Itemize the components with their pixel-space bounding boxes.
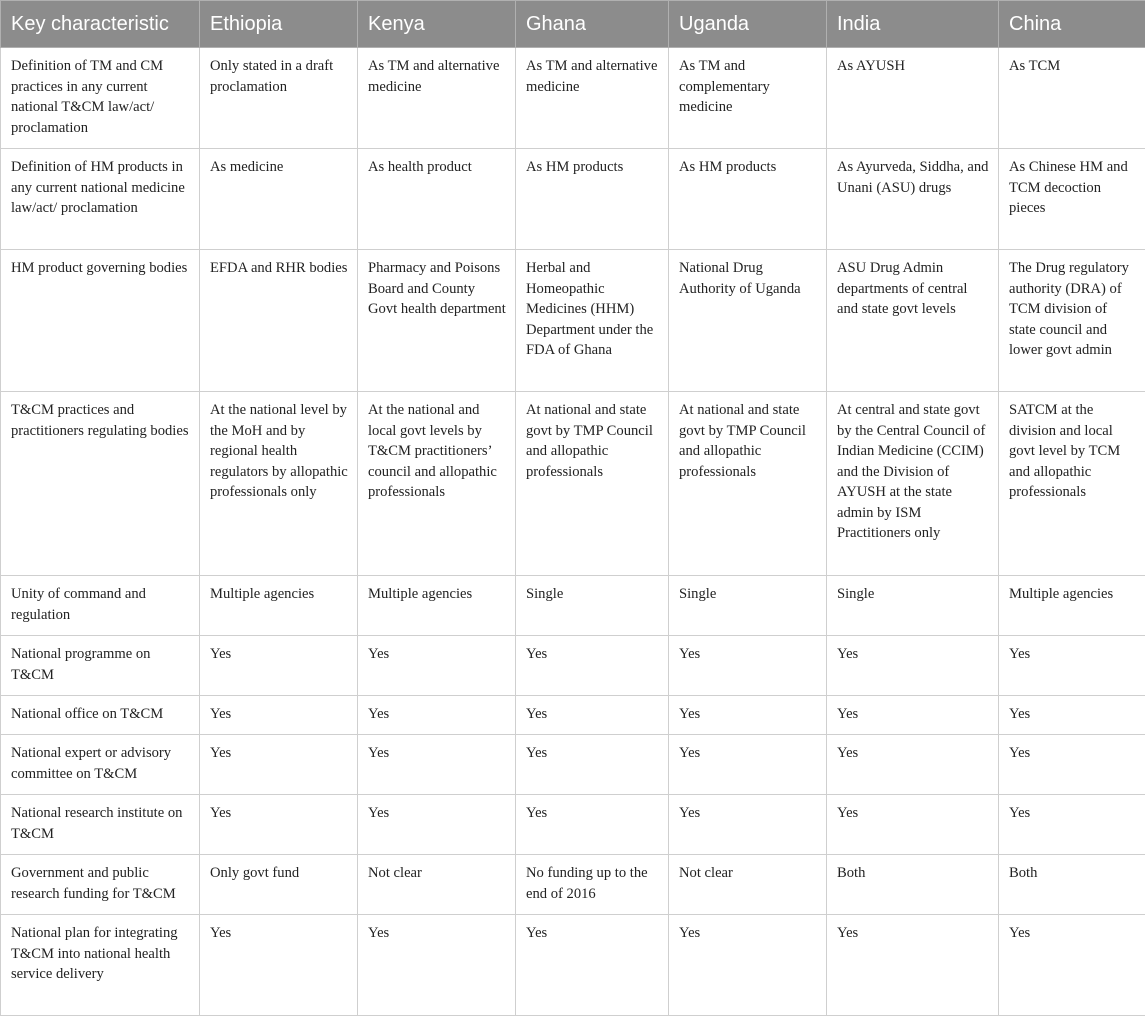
table-cell: Yes xyxy=(669,795,827,855)
table-cell: The Drug regulatory authority (DRA) of TCM division of state council and lower govt admin xyxy=(999,250,1145,392)
row-label-cell: T&CM practices and practitioners regulating bodies xyxy=(1,392,200,576)
table-row xyxy=(1,915,1145,1016)
table-row xyxy=(1,696,1145,735)
header-cell: Kenya xyxy=(358,1,516,48)
row-label-cell: Government and public research funding for T&CM xyxy=(1,855,200,915)
table-row xyxy=(1,636,1145,696)
table-cell: Multiple agencies xyxy=(999,576,1145,636)
table-row xyxy=(1,576,1145,636)
table-cell: Multiple agencies xyxy=(200,576,358,636)
table-body xyxy=(1,48,1145,1016)
table-cell: As AYUSH xyxy=(827,48,999,149)
table-cell: Yes xyxy=(999,915,1145,1016)
table-cell: Yes xyxy=(999,735,1145,795)
table-cell: Yes xyxy=(200,735,358,795)
table-row xyxy=(1,250,1145,392)
table-cell: As TM and alternative medicine xyxy=(358,48,516,149)
table-cell: Yes xyxy=(516,735,669,795)
table-cell: Not clear xyxy=(669,855,827,915)
row-label-cell: National research institute on T&CM xyxy=(1,795,200,855)
row-label-cell: HM product governing bodies xyxy=(1,250,200,392)
table-cell: Yes xyxy=(516,696,669,735)
table-row xyxy=(1,48,1145,149)
table-cell: As HM products xyxy=(516,149,669,250)
table-cell: As TCM xyxy=(999,48,1145,149)
table-cell: EFDA and RHR bodies xyxy=(200,250,358,392)
row-label-cell: National programme on T&CM xyxy=(1,636,200,696)
table-row xyxy=(1,795,1145,855)
table-cell: Yes xyxy=(516,636,669,696)
table-cell: As Ayurveda, Siddha, and Unani (ASU) drugs xyxy=(827,149,999,250)
row-label-cell: National office on T&CM xyxy=(1,696,200,735)
table-cell: As TM and alternative medicine xyxy=(516,48,669,149)
table-cell: Herbal and Homeopathic Medicines (HHM) Department under the FDA of Ghana xyxy=(516,250,669,392)
table-cell: ASU Drug Admin departments of central and state govt levels xyxy=(827,250,999,392)
table-cell: Yes xyxy=(669,696,827,735)
table-cell: At the national level by the MoH and by regional health regulators by allopathic professionals only xyxy=(200,392,358,576)
table-cell: At central and state govt by the Central Council of Indian Medicine (CCIM) and the Division of AYUSH at the state admin by ISM Practitioners only xyxy=(827,392,999,576)
table-cell: Yes xyxy=(999,795,1145,855)
header-cell: Ethiopia xyxy=(200,1,358,48)
table-cell: At national and state govt by TMP Council and allopathic professionals xyxy=(516,392,669,576)
row-label-cell: Definition of HM products in any current national medicine law/act/ proclamation xyxy=(1,149,200,250)
table-cell: Yes xyxy=(516,795,669,855)
table-cell: Yes xyxy=(358,735,516,795)
table-cell: Single xyxy=(516,576,669,636)
table-cell: Yes xyxy=(669,636,827,696)
row-label-cell: Definition of TM and CM practices in any current national T&CM law/act/ proclamation xyxy=(1,48,200,149)
table-cell: Yes xyxy=(358,915,516,1016)
table-row xyxy=(1,149,1145,250)
table-cell: Yes xyxy=(200,795,358,855)
table-cell: Multiple agencies xyxy=(358,576,516,636)
table-cell: Yes xyxy=(827,696,999,735)
table-row xyxy=(1,735,1145,795)
table-cell: Yes xyxy=(516,915,669,1016)
table-cell: Yes xyxy=(999,696,1145,735)
table-cell: Yes xyxy=(358,795,516,855)
table-cell: Only stated in a draft proclamation xyxy=(200,48,358,149)
table-cell: Yes xyxy=(200,696,358,735)
table-cell: Yes xyxy=(200,915,358,1016)
table-cell: Yes xyxy=(827,915,999,1016)
table-cell: Both xyxy=(827,855,999,915)
table-cell: Only govt fund xyxy=(200,855,358,915)
table-cell: Yes xyxy=(358,636,516,696)
table-cell: As medicine xyxy=(200,149,358,250)
table-cell: SATCM at the division and local govt level by TCM and allopathic professionals xyxy=(999,392,1145,576)
table-cell: As health product xyxy=(358,149,516,250)
table-cell: Yes xyxy=(827,636,999,696)
table-cell: At the national and local govt levels by T&CM practitioners’ council and allopathic professionals xyxy=(358,392,516,576)
table-cell: Single xyxy=(669,576,827,636)
table-cell: National Drug Authority of Uganda xyxy=(669,250,827,392)
table-cell: At national and state govt by TMP Council and allopathic professionals xyxy=(669,392,827,576)
table-cell: As Chinese HM and TCM decoction pieces xyxy=(999,149,1145,250)
table-row xyxy=(1,855,1145,915)
header-cell: India xyxy=(827,1,999,48)
header-cell: Key characteristic xyxy=(1,1,200,48)
table-cell: Both xyxy=(999,855,1145,915)
header-row xyxy=(1,1,1145,48)
table-cell: No funding up to the end of 2016 xyxy=(516,855,669,915)
table-cell: As TM and complementary medicine xyxy=(669,48,827,149)
header-cell: China xyxy=(999,1,1145,48)
row-label-cell: National expert or advisory committee on T&CM xyxy=(1,735,200,795)
table-cell: Yes xyxy=(827,795,999,855)
table-cell: Yes xyxy=(999,636,1145,696)
table-cell: Pharmacy and Poisons Board and County Govt health department xyxy=(358,250,516,392)
row-label-cell: Unity of command and regulation xyxy=(1,576,200,636)
table-cell: Yes xyxy=(669,915,827,1016)
header-cell: Ghana xyxy=(516,1,669,48)
table-cell: Yes xyxy=(669,735,827,795)
table-cell: Single xyxy=(827,576,999,636)
row-label-cell: National plan for integrating T&CM into national health service delivery xyxy=(1,915,200,1016)
header-cell: Uganda xyxy=(669,1,827,48)
table-cell: Yes xyxy=(358,696,516,735)
table-row xyxy=(1,392,1145,576)
table-header xyxy=(1,1,1145,48)
table-cell: Yes xyxy=(200,636,358,696)
table-cell: Yes xyxy=(827,735,999,795)
table-cell: Not clear xyxy=(358,855,516,915)
table-cell: As HM products xyxy=(669,149,827,250)
